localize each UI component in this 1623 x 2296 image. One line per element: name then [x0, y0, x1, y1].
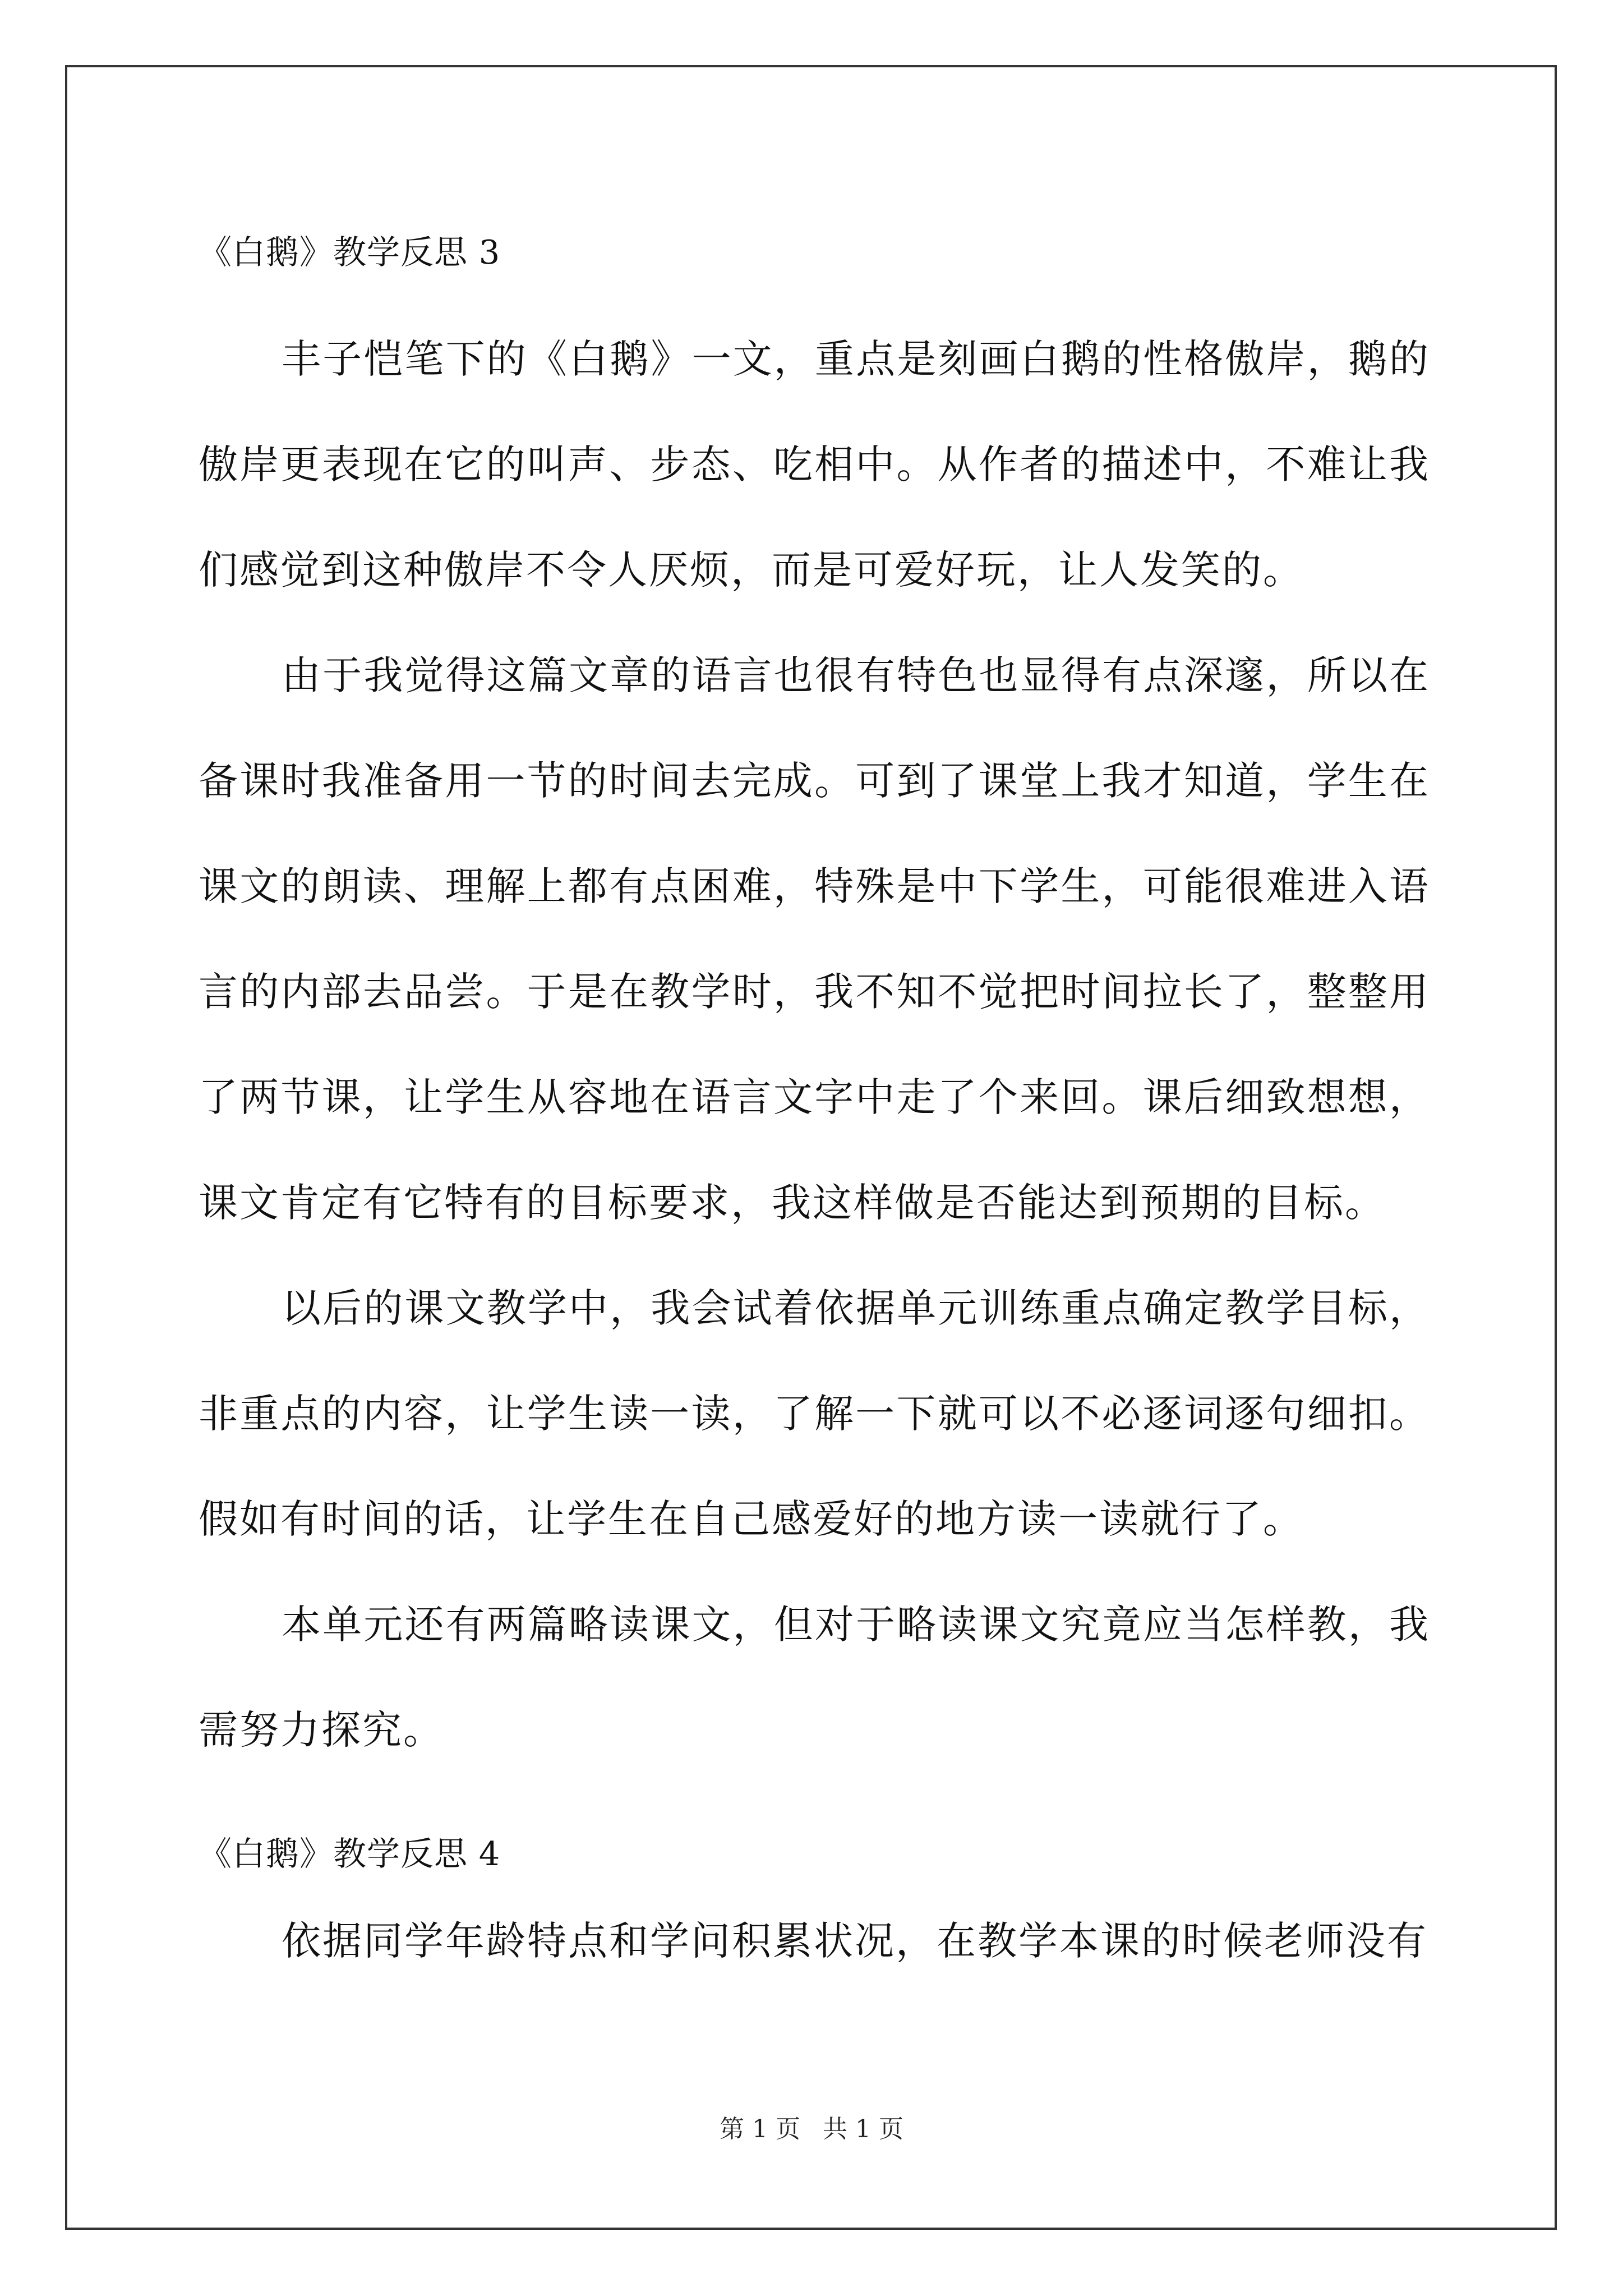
section-heading-4: 《白鹅》教学反思 4 [199, 1834, 501, 1873]
page-footer [0, 2117, 1623, 2142]
paragraph-4: 本单元还有两篇略读课文，但对于略读课文究竟应当怎样教，我需努力探究。 [199, 1602, 1430, 1753]
page-number-current: 第 1 页 [720, 2115, 800, 2143]
paragraph-1: 丰子恺笔下的《白鹅》一文，重点是刻画白鹅的性格傲岸，鹅的傲岸更表现在它的叫声、步态、吃相中。从作者的描述中，不难让我们感觉到这种傲岸不令人厌烦，而是可爱好玩，让人发笑的。 [199, 336, 1430, 593]
paragraph-5: 依据同学年龄特点和学问积累状况，在教学本课的时候老师没有 [282, 1918, 1428, 1964]
section-heading-3: 《白鹅》教学反思 3 [199, 233, 501, 272]
paragraph-2: 由于我觉得这篇文章的语言也很有特色也显得有点深邃，所以在备课时我准备用一节的时间去完成。可到了课堂上我才知道，学生在课文的朗读、理解上都有点困难，特殊是中下学生，可能很难进入语言的内部去品尝。于是在教学时，我不知不觉把时间拉长了，整整用了两节课，让学生从容地在语言文字中走了个来回。课后细致想想，课文肯定有它特有的目标要求，我这样做是否能达到预期的目标。 [199, 652, 1430, 1226]
paragraph-3: 以后的课文教学中，我会试着依据单元训练重点确定教学目标，非重点的内容，让学生读一读，了解一下就可以不必逐词逐句细扣。假如有时间的话，让学生在自己感爱好的地方读一读就行了。 [199, 1285, 1430, 1542]
page-number-total: 共 1 页 [823, 2115, 903, 2143]
